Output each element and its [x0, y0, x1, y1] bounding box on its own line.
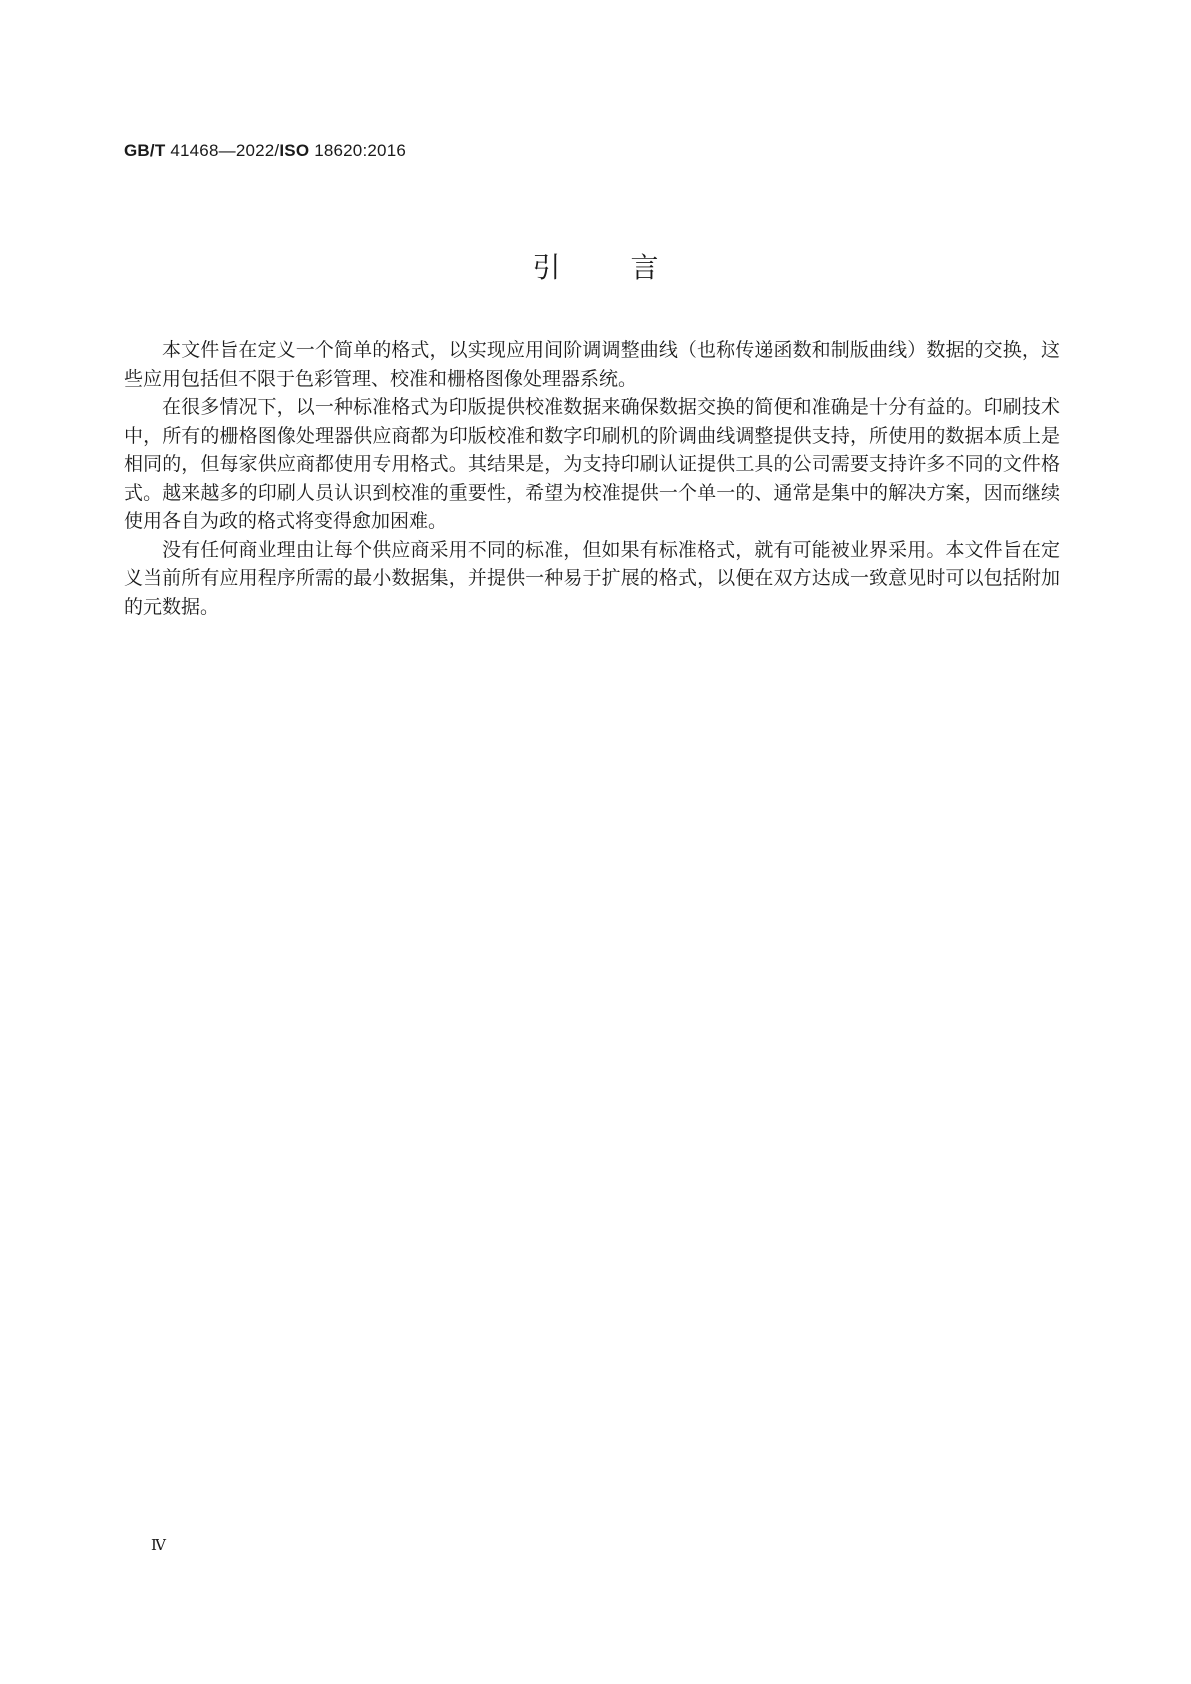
page-title: 引言 — [532, 251, 729, 284]
iso-prefix: ISO — [279, 141, 310, 160]
standard-number: 41468—2022/ — [165, 141, 280, 160]
paragraph-2: 在很多情况下，以一种标准格式为印版提供校准数据来确保数据交换的简便和准确是十分有益的。印刷技术中，所有的栅格图像处理器供应商都为印版校准和数字印刷机的阶调曲线调整提供支持，所使用的数据本质上是相同的，但每家供应商都使用专用格式。其结果是，为支持印刷认证提供工具的公司需要支持许多不同的文件格式。越来越多的印刷人员认识到校准的重要性，希望为校准提供一个单一的、通常是集中的解决方案，因而继续使用各自为政的格式将变得愈加困难。 — [124, 396, 1060, 532]
standard-prefix: GB/T — [124, 141, 166, 160]
paragraph-3: 没有任何商业理由让每个供应商采用不同的标准，但如果有标准格式，就有可能被业界采用。本文件旨在定义当前所有应用程序所需的最小数据集，并提供一种易于扩展的格式，以便在双方达成一致意见时可以包括附加的元数据。 — [124, 538, 1060, 618]
introduction-body — [124, 336, 1060, 621]
standard-code-header — [124, 141, 406, 161]
paragraph-1: 本文件旨在定义一个简单的格式，以实现应用间阶调调整曲线（也称传递函数和制版曲线）数据的交换，这些应用包括但不限于色彩管理、校准和栅格图像处理器系统。 — [124, 339, 1060, 390]
page-number: Ⅳ — [151, 1538, 166, 1554]
iso-number: 18620:2016 — [309, 141, 407, 160]
